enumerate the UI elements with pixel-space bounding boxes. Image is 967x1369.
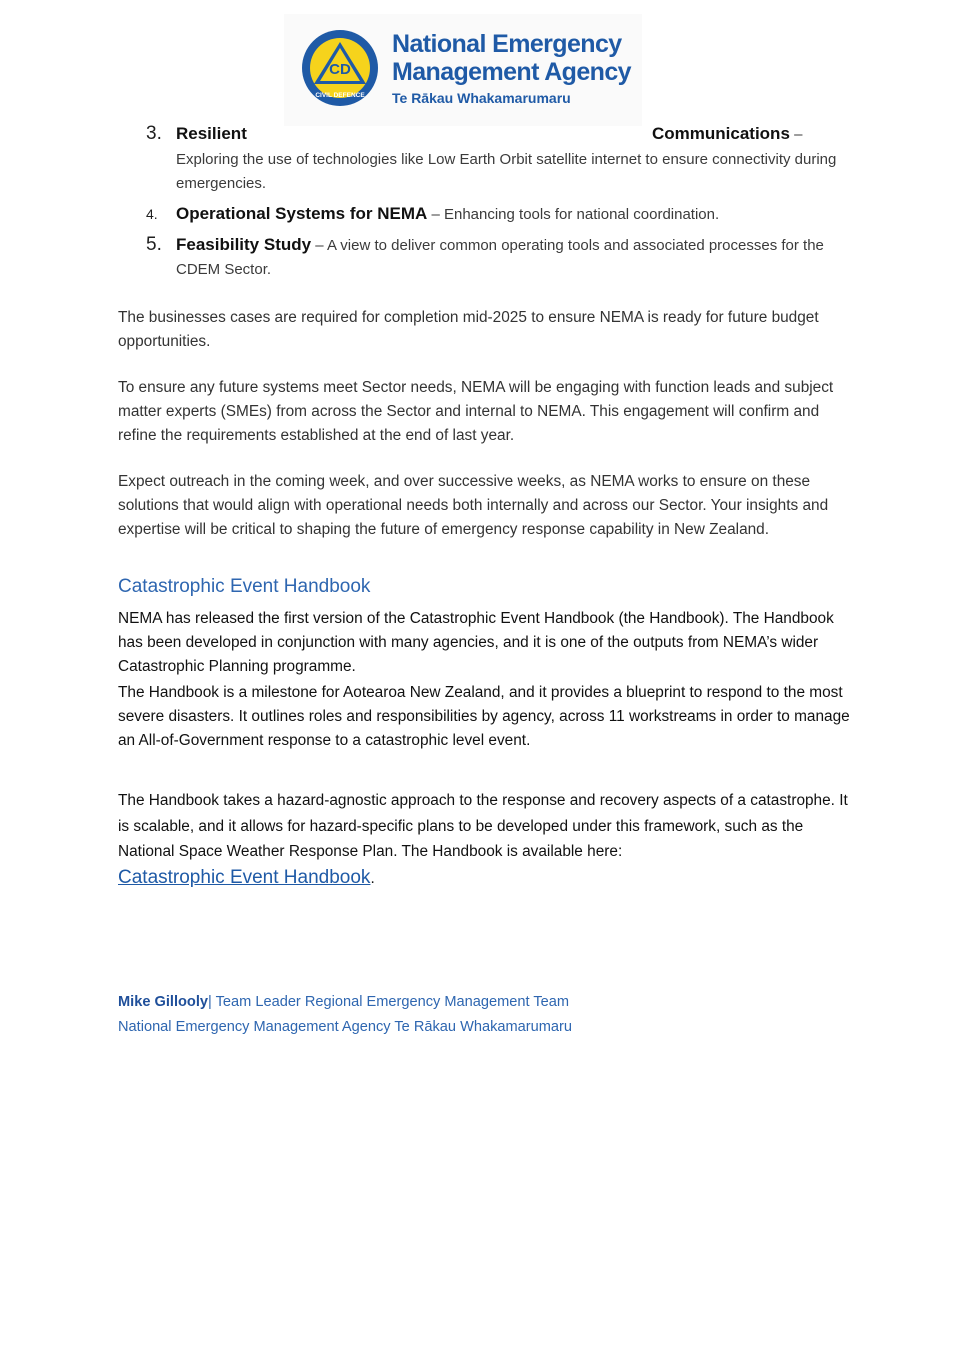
list-item: 5. Feasibility Study – A view to deliver common operating tools and associated processes for the CDEM Sector.	[146, 234, 824, 278]
list-title: Resilient	[176, 124, 247, 143]
list-dash: –	[431, 206, 440, 223]
paragraph-engagement: To ensure any future systems meet Sector needs, NEMA will be engaging with function leads and subject matter experts (SMEs) from across the Sector and internal to NEMA. This engagement will confirm and refine the requirements established at the end of last year.	[118, 379, 834, 444]
handbook-link[interactable]: Catastrophic Event Handbook	[118, 866, 371, 888]
signature-line-1	[118, 994, 569, 1010]
paragraph-handbook-release: NEMA has released the first version of the Catastrophic Event Handbook (the Handbook). The Handbook has been developed in conjunction with many agencies, and it is one of the outputs from NEMA’s wider Catastrophic Planning programme.	[118, 610, 834, 675]
link-suffix: .	[370, 869, 375, 887]
badge-ring-text: CIVIL DEFENCE	[315, 92, 365, 99]
logo-line-3: Te Rākau Whakamarumaru	[392, 90, 571, 106]
list-item: 3. Resilient Communications – Exploring the use of technologies like Low Earth Orbit satellite internet to ensure connectivity during emergencies.	[118, 122, 858, 194]
logo-line-1: National Emergency	[392, 30, 622, 58]
civil-defence-badge-icon	[300, 28, 380, 108]
signature-role: Team Leader Regional Emergency Management Team	[215, 994, 570, 1010]
list-title-2: Communications	[652, 124, 790, 143]
nema-logo	[284, 14, 642, 126]
list-item: 4. Operational Systems for NEMA – Enhancing tools for national coordination.	[146, 204, 720, 223]
paragraph-handbook-approach	[118, 788, 858, 891]
signature-separator: |	[208, 994, 212, 1010]
paragraph-text: The Handbook takes a hazard-agnostic approach to the response and recovery aspects of a catastrophe. It is scalable, and it allows for hazard-specific plans to be developed under this framework, such as the National Space Weather Response Plan. The Handbook is available here:	[118, 792, 848, 860]
logo-line-2: Management Agency	[392, 58, 631, 86]
list-text: A view to deliver common operating tools and associated processes for the CDEM Sector.	[176, 237, 824, 278]
list-dash: –	[315, 237, 324, 254]
list-title: Feasibility Study	[176, 235, 312, 254]
paragraph-budget: The businesses cases are required for completion mid-2025 to ensure NEMA is ready for future budget opportunities.	[118, 309, 819, 350]
section-heading: Catastrophic Event Handbook	[118, 576, 371, 597]
list-title: Operational Systems for NEMA	[176, 204, 428, 223]
list-text: Enhancing tools for national coordination.	[443, 206, 720, 223]
list-dash: –	[794, 126, 803, 143]
paragraph-outreach: Expect outreach in the coming week, and over successive weeks, as NEMA works to ensure on these solutions that would align with operational needs both internally and across our Sector. Your insights and expertise will be critical to shaping the future of emergency response capability in New Zealand.	[118, 473, 829, 538]
list-text: Exploring the use of technologies like Low Earth Orbit satellite internet to ensure connectivity during emergencies.	[176, 151, 837, 192]
paragraph-handbook-milestone: The Handbook is a milestone for Aotearoa New Zealand, and it provides a blueprint to respond to the most severe disasters. It outlines roles and responsibilities by agency, across 11 workstreams in order to manage an All-of-Government response to a catastrophic level event.	[118, 684, 850, 749]
signature-name: Mike Gillooly	[118, 994, 209, 1010]
badge-text: CD	[329, 61, 351, 78]
signature-org: National Emergency Management Agency Te Rākau Whakamarumaru	[118, 1019, 572, 1035]
